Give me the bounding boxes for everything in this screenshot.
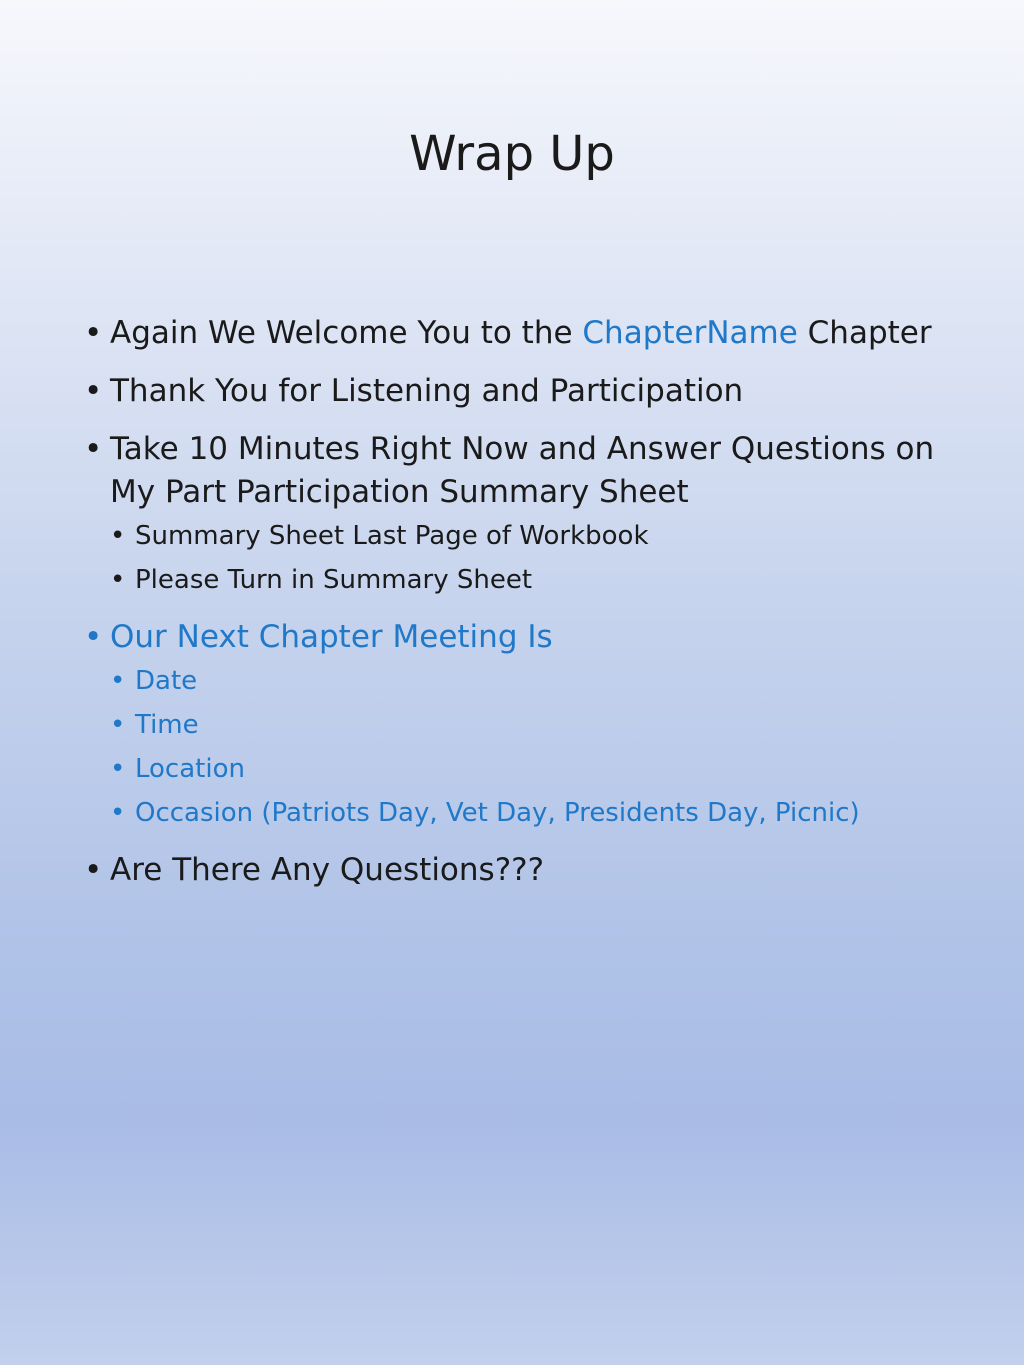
sub-bullet-turn-in bbox=[110, 558, 984, 602]
sub-bullet-icon: • bbox=[110, 754, 126, 784]
bullet-thank-you-text: Thank You for Listening and Participation bbox=[110, 373, 744, 409]
bullet-list bbox=[84, 312, 984, 892]
sub-bullet-occasion-text: Occasion (Patriots Day, Vet Day, Presidents Day, Picnic) bbox=[135, 798, 860, 828]
sub-bullet-turn-in-text: Please Turn in Summary Sheet bbox=[135, 565, 533, 595]
bullet-questions-text: Are There Any Questions??? bbox=[110, 852, 545, 888]
slide-title: Wrap Up bbox=[409, 126, 615, 182]
sub-bullet-location-text: Location bbox=[135, 754, 245, 784]
sub-bullet-icon: • bbox=[110, 666, 126, 696]
bullet-welcome-suffix: Chapter bbox=[797, 315, 932, 351]
bullet-take-minutes-text: Take 10 Minutes Right Now and Answer Questions on My Part Participation Summary Sheet bbox=[110, 431, 935, 510]
bullet-welcome bbox=[84, 312, 984, 355]
chapter-name-placeholder: ChapterName bbox=[582, 315, 798, 351]
bullet-icon: • bbox=[84, 431, 103, 467]
sub-list-meeting bbox=[84, 659, 984, 835]
bullet-take-minutes bbox=[84, 428, 984, 514]
sub-bullet-date bbox=[110, 659, 984, 703]
bullet-welcome-text: Again We Welcome You to the bbox=[110, 315, 583, 351]
sub-bullet-summary-sheet-text: Summary Sheet Last Page of Workbook bbox=[135, 521, 649, 551]
sub-bullet-icon: • bbox=[110, 798, 126, 828]
bullet-next-meeting-text: Our Next Chapter Meeting Is bbox=[110, 619, 553, 655]
sub-bullet-icon: • bbox=[110, 565, 126, 595]
sub-bullet-icon: • bbox=[110, 521, 126, 551]
bullet-icon: • bbox=[84, 852, 103, 888]
sub-bullet-time-text: Time bbox=[135, 710, 199, 740]
slide-content bbox=[84, 312, 984, 907]
sub-bullet-time bbox=[110, 703, 984, 747]
sub-bullet-occasion bbox=[110, 791, 984, 835]
bullet-questions bbox=[84, 849, 984, 892]
sub-bullet-icon: • bbox=[110, 710, 126, 740]
bullet-icon: • bbox=[84, 619, 103, 655]
bullet-next-meeting bbox=[84, 616, 984, 659]
bullet-icon: • bbox=[84, 315, 103, 351]
bullet-icon: • bbox=[84, 373, 103, 409]
bullet-thank-you bbox=[84, 370, 984, 413]
sub-bullet-summary-sheet bbox=[110, 514, 984, 558]
sub-bullet-location bbox=[110, 747, 984, 791]
sub-bullet-date-text: Date bbox=[135, 666, 198, 696]
sub-list-summary bbox=[84, 514, 984, 602]
